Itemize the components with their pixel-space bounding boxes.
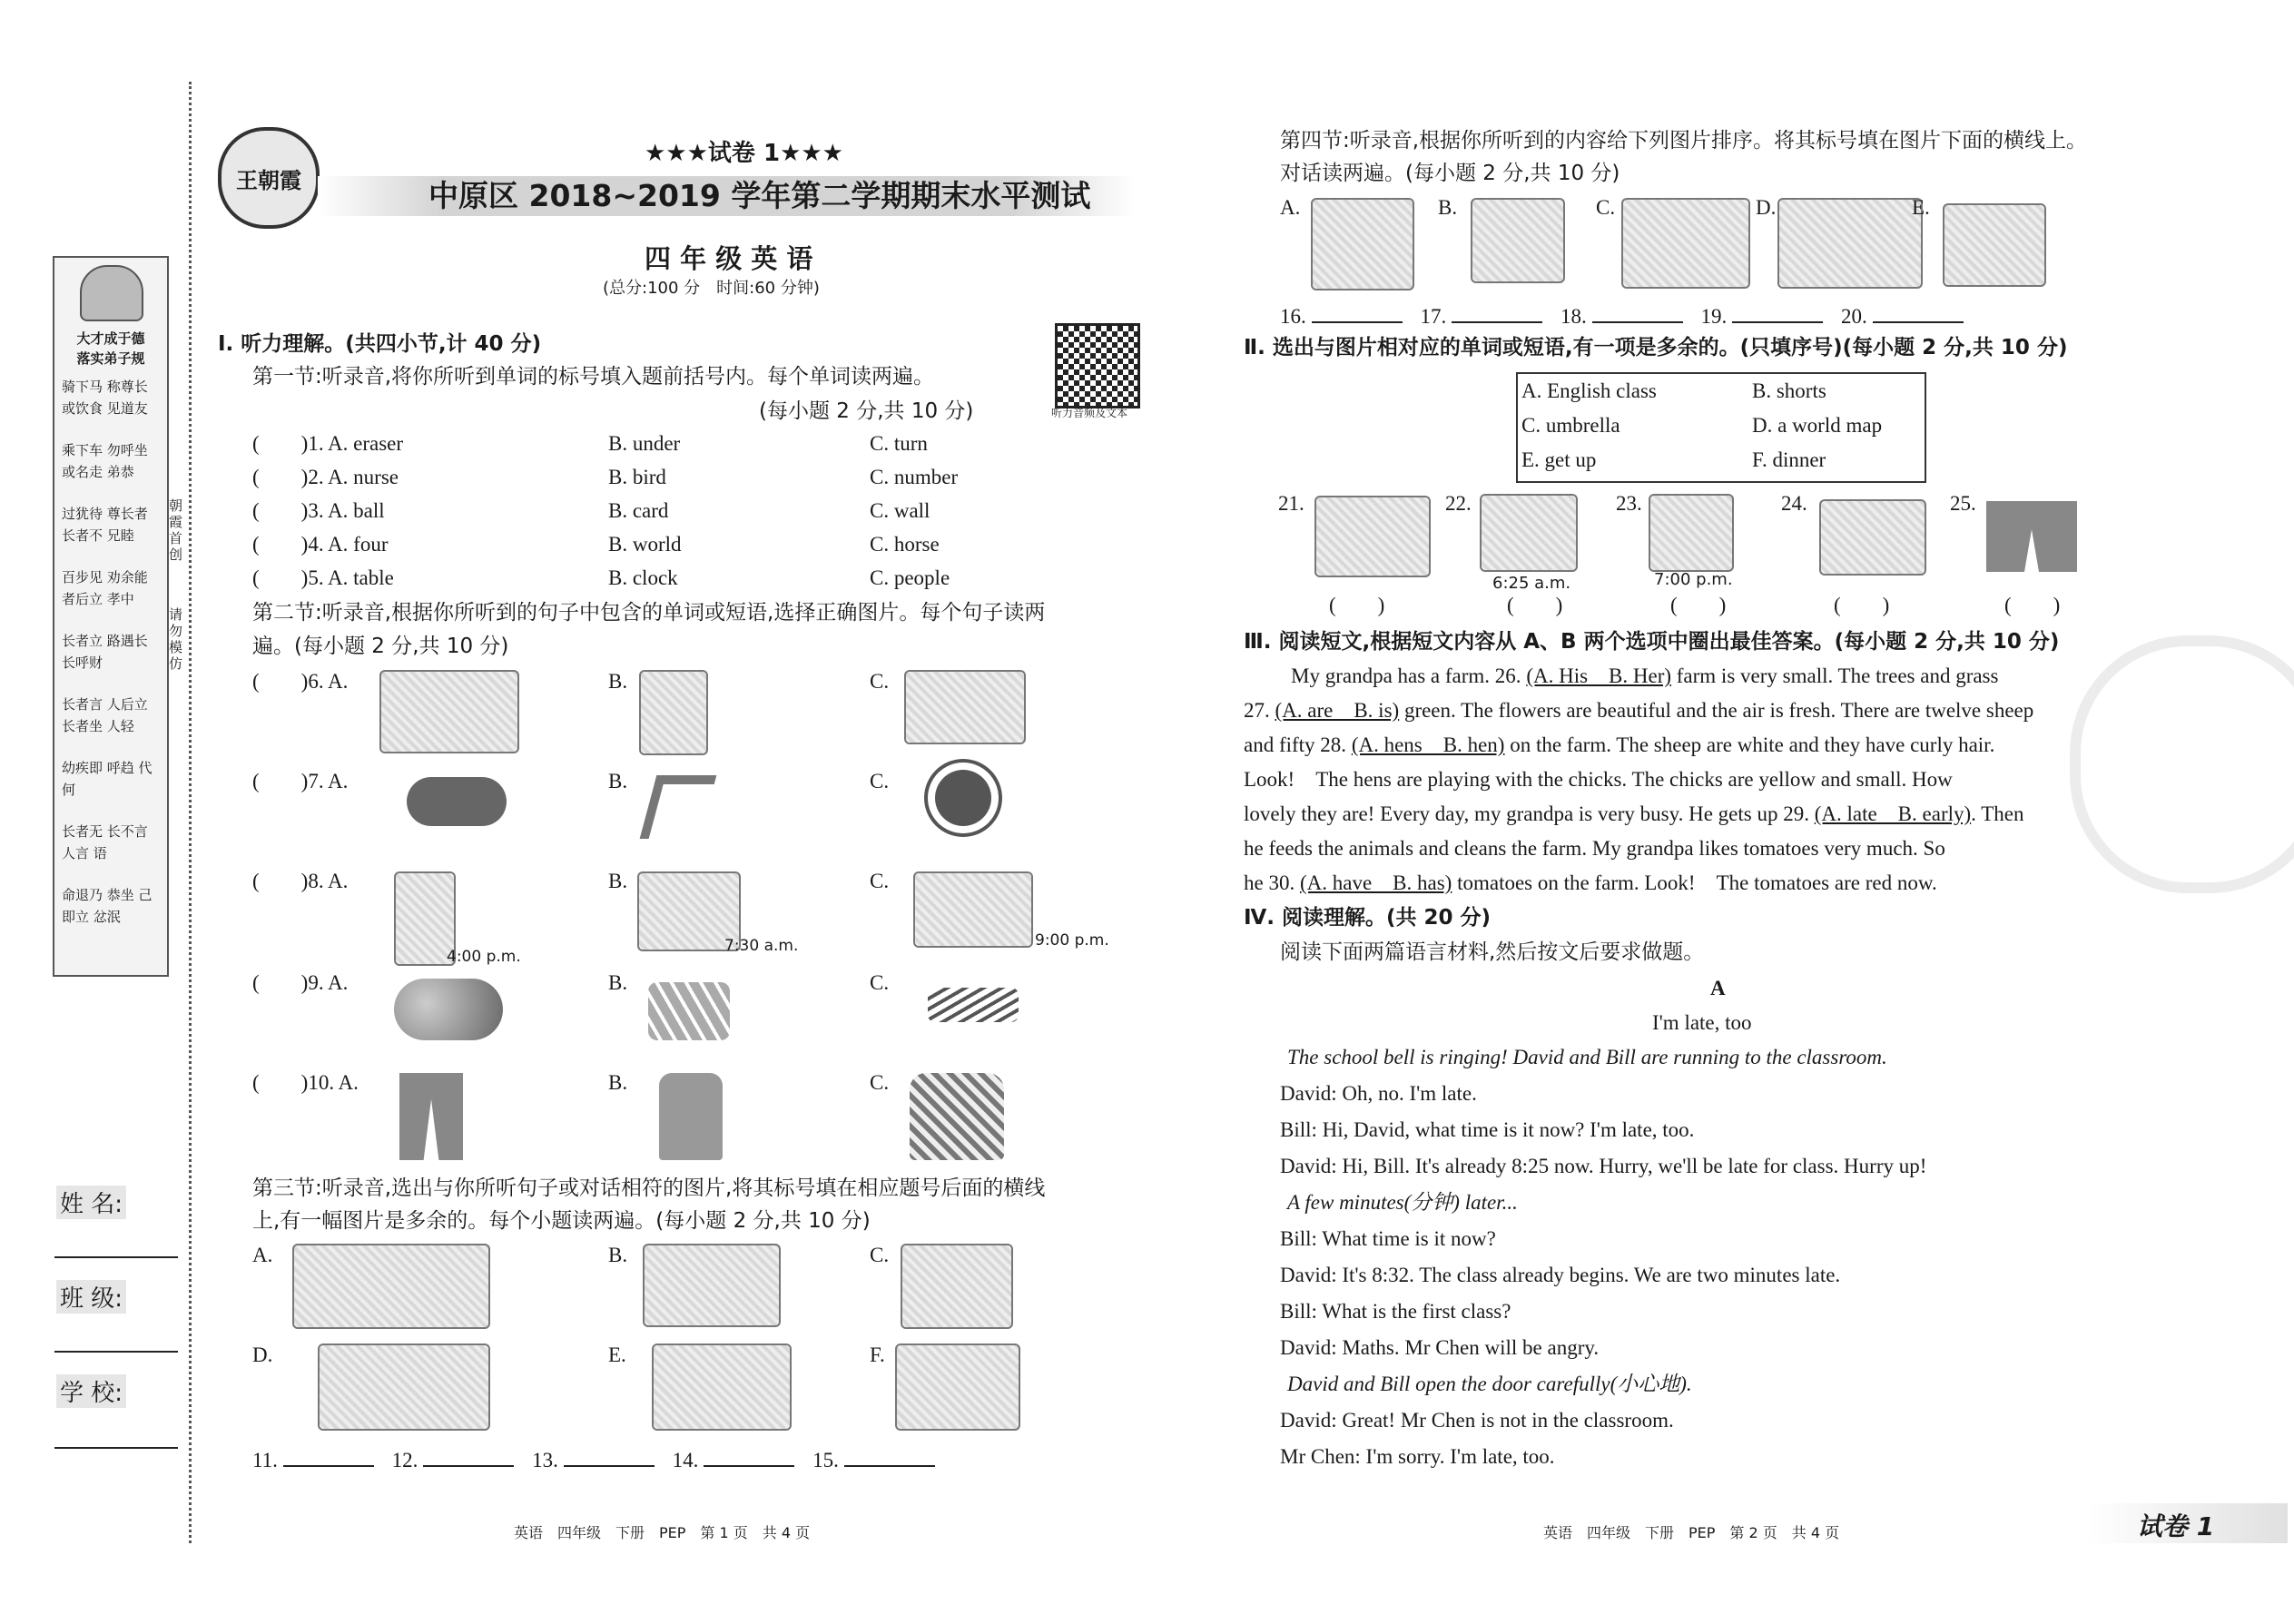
option-b: B. clock <box>608 566 678 589</box>
story-title: I'm late, too <box>1652 1011 1752 1034</box>
choice-29[interactable]: (A. late B. early) <box>1814 802 1972 825</box>
blank-num: 14. <box>672 1449 699 1471</box>
picture-letter: A. <box>1280 196 1301 219</box>
option-c: C. people <box>870 566 950 589</box>
sec1-intro: 第一节:听录音,将你所听到单词的标号填入题前括号内。每个单词读两遍。 <box>252 365 935 389</box>
option: A. English class <box>1521 379 1657 402</box>
picture-dinner <box>1649 494 1734 572</box>
option: D. a world map <box>1752 414 1883 437</box>
blank-num: 20. <box>1841 305 1867 328</box>
part4-intro: 阅读下面两篇语言材料,然后按文后要求做题。 <box>1280 940 1705 964</box>
picture-letter: B. <box>1438 196 1458 219</box>
name-label: 姓 名: <box>56 1186 126 1219</box>
blank-num: 18. <box>1561 305 1587 328</box>
item-number: 23. <box>1616 492 1642 515</box>
option: F. dinner <box>1752 448 1826 471</box>
time-label: 6:25 a.m. <box>1492 574 1571 593</box>
passage-line: he 30. (A. have B. has) tomatoes on the farm. Look! The tomatoes are red now. <box>1244 871 1937 894</box>
option-c: C. <box>870 770 890 792</box>
option-b: B. bird <box>608 466 666 488</box>
school-label: 学 校: <box>56 1374 126 1408</box>
item-number: 21. <box>1278 492 1305 515</box>
picture-kitchen-e <box>1943 203 2046 287</box>
blank-num: 11. <box>252 1449 278 1471</box>
choice-28[interactable]: (A. hens B. hen) <box>1351 733 1505 756</box>
item-answer[interactable]: ( )9. A. <box>252 971 349 994</box>
part2-heading: Ⅱ. 选出与图片相对应的单词或短语,有一项是多余的。(只填序号)(每小题 2 分,共 10 分) <box>1244 336 2068 359</box>
picture-letter: D. <box>252 1343 273 1366</box>
blank-18[interactable] <box>1561 305 1683 328</box>
blank-num: 13. <box>532 1449 558 1471</box>
time-label: 4:00 p.m. <box>447 948 521 966</box>
option-c: C. turn <box>870 432 928 455</box>
coat-icon <box>659 1073 723 1160</box>
sec2-row-7 <box>252 768 1160 859</box>
option-c: C. number <box>870 466 959 488</box>
passage-line: Look! The hens are playing with the chicks. The chicks are yellow and small. How <box>1244 768 1953 791</box>
sidebar-verse: 骑下马 称尊长 或饮食 见道友 <box>62 379 148 417</box>
choice-30[interactable]: (A. have B. has) <box>1299 871 1452 894</box>
picture-home-c <box>901 1244 1013 1329</box>
picture-desk-a <box>379 670 519 753</box>
beans-icon <box>928 988 1019 1022</box>
picture-animals-d <box>1777 198 1923 289</box>
passage-line: 27. (A. are B. is) green. The flowers are beautiful and the air is fresh. There are twelve sheep <box>1244 699 2034 722</box>
picture-english-class <box>1819 499 1926 576</box>
binding-dotted-line <box>189 82 192 1543</box>
publisher-logo <box>218 127 320 229</box>
shorts-icon <box>1986 501 2077 572</box>
sec2-row-8 <box>252 868 1160 968</box>
passage-line: he feeds the animals and cleans the farm. My grandpa likes tomatoes very much. So <box>1244 837 1945 860</box>
option: B. shorts <box>1752 379 1826 402</box>
answer-paren[interactable]: ( ) <box>1329 594 1385 616</box>
sidebar-verse: 幼疾即 呼趋 代何 <box>62 760 153 798</box>
answer-paren[interactable]: ( ) <box>1670 594 1727 616</box>
name-field[interactable] <box>54 1213 178 1258</box>
sec4-pictures <box>1280 194 2224 294</box>
left-footer: 英语 四年级 下册 PEP 第 1 页 共 4 页 <box>514 1524 811 1541</box>
blank-19[interactable] <box>1701 305 1824 328</box>
item-answer[interactable]: ( )7. A. <box>252 770 349 792</box>
option-b: B. <box>608 971 628 994</box>
passage-line: lovely they are! Every day, my grandpa is very busy. He gets up 29. (A. late B. early). Then <box>1244 802 2024 825</box>
sidebar-label-nocopy: 请勿模仿 <box>169 606 183 672</box>
qr-code[interactable] <box>1055 323 1140 408</box>
blank-num: 15. <box>812 1449 839 1471</box>
item-answer[interactable]: ( )1. A. eraser <box>252 432 404 455</box>
story-line: A few minutes(分钟) later... <box>1287 1191 1518 1214</box>
picture-letter: B. <box>608 1244 628 1266</box>
blank-13[interactable] <box>532 1449 655 1471</box>
picture-clothes-e <box>652 1343 792 1431</box>
option-c: C. <box>870 670 890 693</box>
picture-shopping-a <box>292 1244 490 1329</box>
picture-classroom-b <box>1471 198 1565 283</box>
choice-27[interactable]: (A. are B. is) <box>1275 699 1400 722</box>
part2-pictures <box>1278 490 2222 617</box>
item-number: 24. <box>1781 492 1807 515</box>
score-time: (总分:100 分 时间:60 分钟) <box>603 279 820 298</box>
blank-14[interactable] <box>673 1449 795 1471</box>
sidebar-panel <box>53 256 169 977</box>
sun-icon <box>935 770 991 826</box>
picture-rain-f <box>895 1343 1020 1431</box>
picture-desk-c <box>904 670 1026 744</box>
pants-icon <box>399 1073 463 1160</box>
blank-17[interactable] <box>1421 305 1543 328</box>
blank-num: 12. <box>391 1449 418 1471</box>
time-label: 7:00 p.m. <box>1654 570 1733 589</box>
sec3-intro-1: 第三节:听录音,选出与你所听句子或对话相符的图片,将其标号填在相应题号后面的横线 <box>252 1176 1046 1200</box>
answer-paren[interactable]: ( ) <box>1507 594 1563 616</box>
potatoes-icon <box>394 979 503 1040</box>
part3-heading: Ⅲ. 阅读短文,根据短文内容从 A、B 两个选项中圈出最佳答案。(每小题 2 分,共 10 分) <box>1244 630 2060 654</box>
picture-garden-d <box>318 1343 490 1431</box>
blank-15[interactable] <box>812 1449 935 1471</box>
sec1-score: (每小题 2 分,共 10 分) <box>759 399 974 423</box>
sidebar-verses <box>62 376 160 948</box>
blank-num: 17. <box>1420 305 1447 328</box>
option-b: B. world <box>608 533 682 556</box>
option-c: C. <box>870 870 890 892</box>
sec2-intro-2: 遍。(每小题 2 分,共 10 分) <box>252 635 509 658</box>
sidebar-motto-1: 大才成于德 <box>76 330 145 347</box>
watermark-seal <box>2070 635 2294 893</box>
blank-11[interactable] <box>252 1449 374 1471</box>
story-dialogue <box>1280 1044 2188 1480</box>
subject-title: 四 年 级 英 语 <box>645 243 813 274</box>
passage <box>1244 663 2197 904</box>
blank-16[interactable] <box>1280 305 1403 328</box>
picture-letter: F. <box>870 1343 885 1366</box>
sidebar-verse: 百步见 劝余能 者后立 孝中 <box>62 569 148 607</box>
sidebar-verse: 过犹待 尊长者 长者不 兄睦 <box>62 506 148 544</box>
sec3-intro-2: 上,有一幅图片是多余的。每个小题读两遍。(每小题 2 分,共 10 分) <box>252 1209 871 1233</box>
picture-bed-c <box>913 871 1033 948</box>
story-line: Bill: Hi, David, what time is it now? I'm late, too. <box>1280 1118 1695 1141</box>
item-answer[interactable]: ( )5. A. table <box>252 566 394 589</box>
picture-computer-b <box>643 1244 781 1327</box>
story-line: The school bell is ringing! David and Bill are running to the classroom. <box>1287 1046 1887 1068</box>
passage-line: and fifty 28. (A. hens B. hen) on the farm. The sheep are white and they have curly hair. <box>1244 733 1995 756</box>
right-footer: 英语 四年级 下册 PEP 第 2 页 共 4 页 <box>1543 1524 1840 1541</box>
picture-farm-a <box>1311 198 1414 290</box>
item-answer[interactable]: ( )10. A. <box>252 1071 359 1094</box>
sec4-answer-blanks <box>1280 301 2224 330</box>
sec3-answer-blanks <box>252 1445 1069 1474</box>
item-answer[interactable]: ( )4. A. four <box>252 533 389 556</box>
item-number: 22. <box>1445 492 1472 515</box>
passage-line: My grandpa has a farm. 26. (A. His B. Her) farm is very small. The trees and grass <box>1291 664 1999 687</box>
item-answer[interactable]: ( )3. A. ball <box>252 499 385 522</box>
sweater-icon <box>910 1073 1004 1160</box>
paper-tag: ★★★试卷 1★★★ <box>645 140 843 167</box>
answer-paren[interactable]: ( ) <box>1834 594 1890 616</box>
picture-get-up <box>1480 494 1578 572</box>
sidebar-verse: 长者无 长不言 人言 语 <box>62 823 148 861</box>
story-line: Bill: What time is it now? <box>1280 1227 1496 1250</box>
option-c: C. <box>870 1071 890 1094</box>
item-answer[interactable]: ( )2. A. nurse <box>252 466 399 488</box>
corner-tag: 试卷 1 <box>2137 1511 2215 1541</box>
story-line: David: Oh, no. I'm late. <box>1280 1082 1477 1105</box>
option: E. get up <box>1521 448 1597 471</box>
school-field[interactable] <box>54 1403 178 1449</box>
picture-letter: E. <box>1912 196 1930 219</box>
blank-num: 19. <box>1700 305 1728 328</box>
sidebar-motto-2: 落实弟子规 <box>76 350 145 367</box>
option-b: B. under <box>608 432 681 455</box>
windy-icon <box>640 775 717 839</box>
story-line: David: It's 8:32. The class already begins. We are two minutes late. <box>1280 1264 1841 1286</box>
item-answer[interactable]: ( )8. A. <box>252 870 349 892</box>
class-field[interactable] <box>54 1307 178 1353</box>
sidebar-label-original: 朝霞首创 <box>169 497 183 563</box>
blank-20[interactable] <box>1841 305 1964 328</box>
part1-heading: Ⅰ. 听力理解。(共四小节,计 40 分) <box>218 332 542 356</box>
part2-options-box <box>1516 372 1926 483</box>
story-line: David and Bill open the door carefully(小心地). <box>1287 1373 1692 1395</box>
scholar-icon <box>80 265 143 321</box>
answer-paren[interactable]: ( ) <box>2004 594 2061 616</box>
option: C. umbrella <box>1521 414 1620 437</box>
picture-world-map <box>1314 496 1431 577</box>
sec2-row-10 <box>252 1069 1160 1169</box>
sec2-intro-1: 第二节:听录音,根据你所听到的句子中包含的单词或短语,选择正确图片。每个句子读两 <box>252 601 1046 625</box>
option-c: C. wall <box>870 499 930 522</box>
picture-letter: C. <box>870 1244 890 1266</box>
option-b: B. <box>608 670 628 693</box>
time-label: 9:00 p.m. <box>1035 931 1109 950</box>
carrots-icon <box>648 982 730 1040</box>
sec4-intro-1: 第四节:听录音,根据你所听到的内容给下列图片排序。将其标号填在图片下面的横线上。 <box>1280 129 2088 153</box>
story-line: Bill: What is the first class? <box>1280 1300 1511 1323</box>
picture-flowers-c <box>1621 198 1750 289</box>
sidebar-verse: 长者言 人后立 长者坐 人轻 <box>62 696 148 734</box>
option-c: C. <box>870 971 890 994</box>
story-label: A <box>1710 977 1726 999</box>
exam-title: 中原区 2018~2019 学年第二学期期末水平测试 <box>428 178 1091 213</box>
item-number: 25. <box>1950 492 1976 515</box>
option-b: B. <box>608 1071 628 1094</box>
picture-letter: D. <box>1756 196 1777 219</box>
qr-caption: 听力音频及文本 <box>1051 407 1128 419</box>
sidebar-verse: 长者立 路遇长 长呼财 <box>62 633 148 671</box>
option-c: C. horse <box>870 533 940 556</box>
logo-text: 王朝霞 <box>236 167 301 193</box>
picture-desk-b <box>639 670 708 755</box>
sec2-row-6 <box>252 668 1160 759</box>
story-line: David: Maths. Mr Chen will be angry. <box>1280 1336 1600 1359</box>
option-b: B. <box>608 870 628 892</box>
part4-heading: Ⅳ. 阅读理解。(共 20 分) <box>1244 906 1492 930</box>
option-b: B. <box>608 770 628 792</box>
sidebar-verse: 乘下车 勿呼坐 或名走 弟恭 <box>62 442 148 480</box>
rain-cloud-icon <box>407 777 507 826</box>
blank-12[interactable] <box>392 1449 515 1471</box>
picture-letter: C. <box>1596 196 1616 219</box>
option-b: B. card <box>608 499 669 522</box>
picture-letter: A. <box>252 1244 273 1266</box>
story-line: David: Great! Mr Chen is not in the classroom. <box>1280 1409 1674 1432</box>
story-line: David: Hi, Bill. It's already 8:25 now. Hurry, we'll be late for class. Hurry up! <box>1280 1155 1927 1177</box>
picture-letter: E. <box>608 1343 626 1366</box>
story-line: Mr Chen: I'm sorry. I'm late, too. <box>1280 1445 1555 1468</box>
sidebar-verse: 命退乃 恭坐 己即立 忿泯 <box>62 887 153 925</box>
item-answer[interactable]: ( )6. A. <box>252 670 349 693</box>
sec3-pictures <box>252 1242 1160 1442</box>
time-label: 7:30 a.m. <box>724 937 799 955</box>
sec2-row-9 <box>252 969 1160 1060</box>
blank-num: 16. <box>1280 305 1306 328</box>
choice-26[interactable]: (A. His B. Her) <box>1526 664 1672 687</box>
class-label: 班 级: <box>56 1280 126 1314</box>
sec4-intro-2: 对话读两遍。(每小题 2 分,共 10 分) <box>1280 162 1620 185</box>
